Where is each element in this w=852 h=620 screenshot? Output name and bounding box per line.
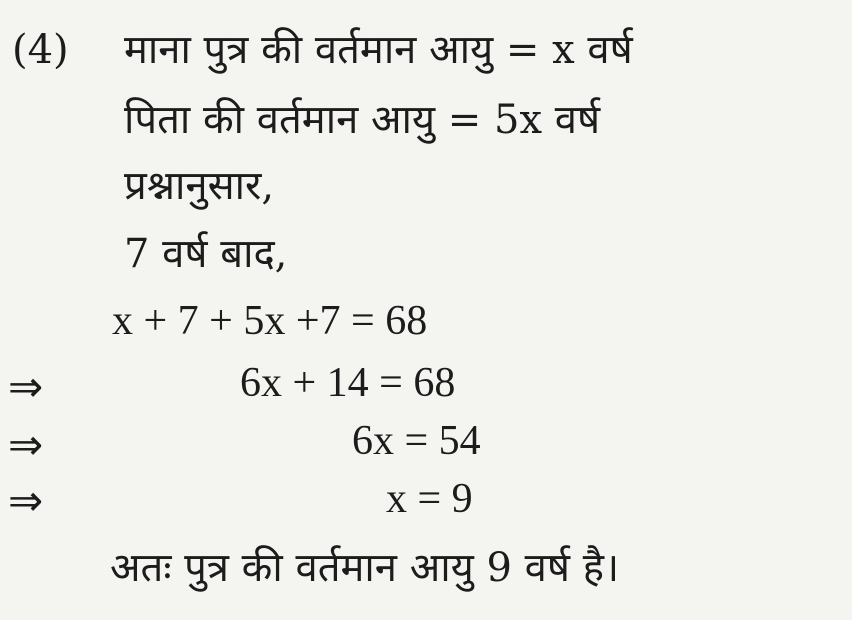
as-per-question-label: प्रश्नानुसार, — [124, 163, 275, 209]
equation-4: x = 9 — [386, 476, 473, 522]
conclusion-statement: अतः पुत्र की वर्तमान आयु 9 वर्ष है। — [110, 545, 620, 591]
son-age-statement: माना पुत्र की वर्तमान आयु = x वर्ष — [124, 27, 633, 73]
question-number: (4) — [12, 27, 69, 73]
equation-2: 6x + 14 = 68 — [240, 360, 456, 406]
implies-arrow-2: ⇒ — [8, 420, 44, 469]
implies-arrow-3: ⇒ — [8, 476, 44, 525]
after-7-years-label: 7 वर्ष बाद, — [124, 231, 288, 277]
equation-3: 6x = 54 — [352, 418, 481, 464]
implies-arrow-1: ⇒ — [8, 362, 44, 411]
equation-1: x + 7 + 5x +7 = 68 — [112, 298, 428, 344]
father-age-statement: पिता की वर्तमान आयु = 5x वर्ष — [124, 97, 601, 143]
